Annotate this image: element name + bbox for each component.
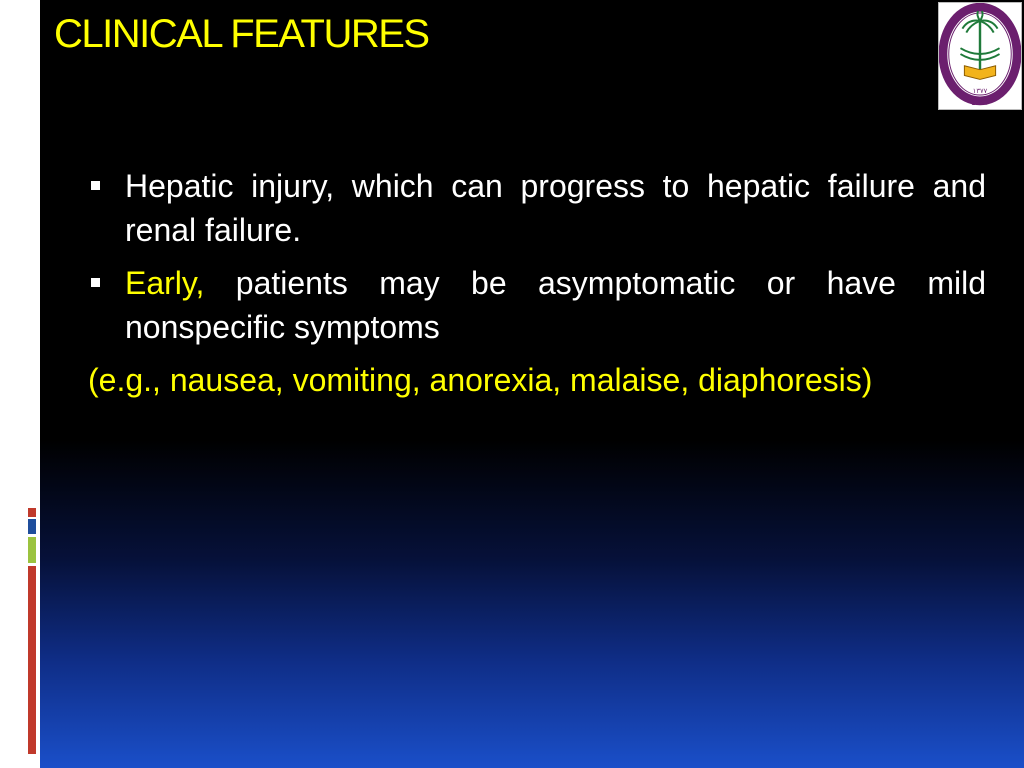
bullet-text: patients may be asymptomatic or have mild nonspecific symptoms [125,265,986,345]
bullet-item [88,261,986,349]
bullet-text: Hepatic injury, which can progress to hepatic failure and renal failure. [125,168,986,248]
examples-paragraph: (e.g., nausea, vomiting, anorexia, malaise, diaphoresis) [88,362,873,398]
slide-title: CLINICAL FEATURES [54,12,429,56]
university-logo [938,2,1022,110]
left-white-strip [0,0,40,768]
bullet-highlight: Early, [125,265,205,301]
logo-year-hijri: ١٣٧٧ [972,87,988,96]
square-bullet-icon [91,181,100,190]
logo-year: 1957 [971,98,989,107]
slide-content [88,164,986,402]
bullet-item [88,164,986,252]
logo-emblem [939,3,1021,109]
square-bullet-icon [91,278,100,287]
